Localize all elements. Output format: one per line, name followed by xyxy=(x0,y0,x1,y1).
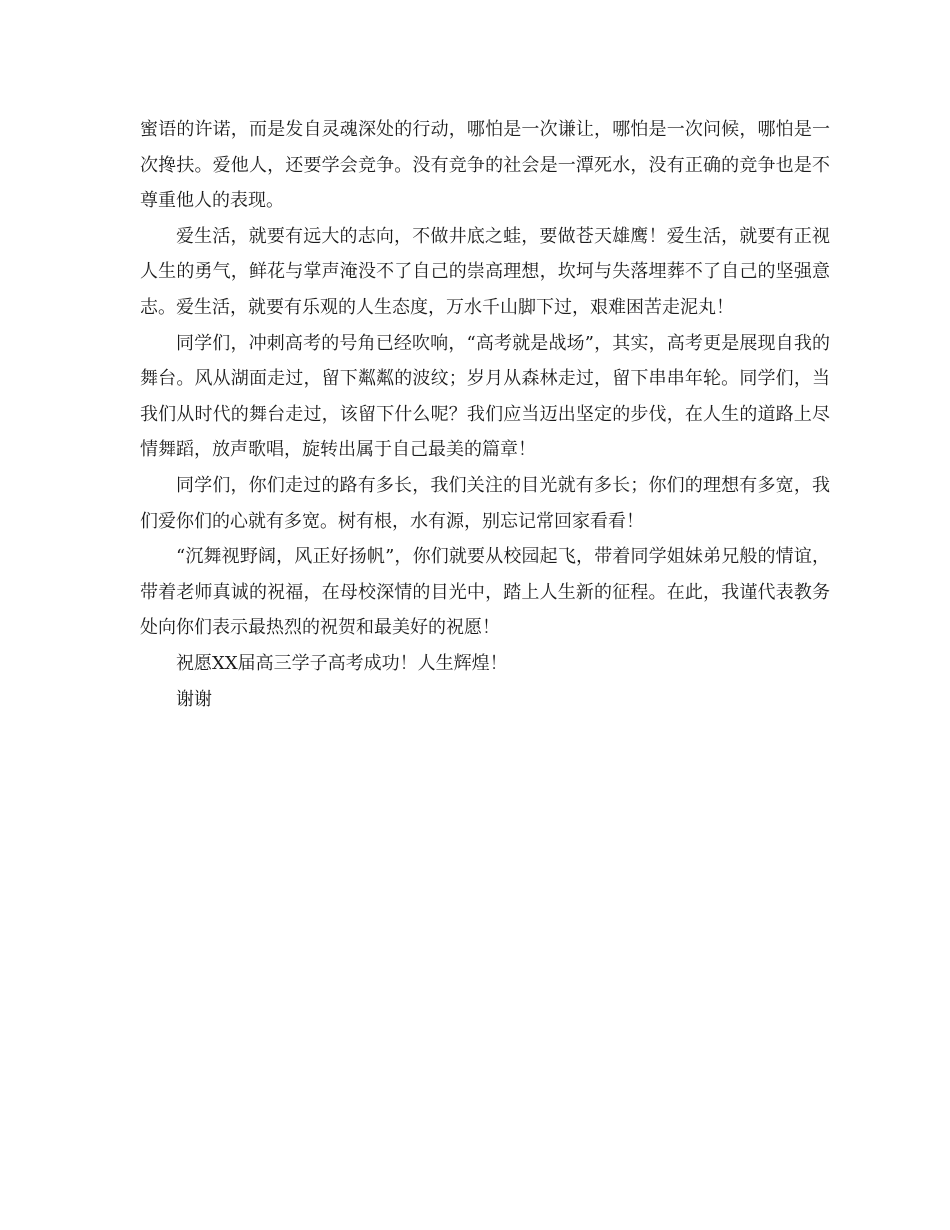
paragraph-love-life: 爱生活，就要有远大的志向，不做井底之蛙，要做苍天雄鹰！爱生活，就要有正视人生的勇气，鲜花与掌声淹没不了自己的崇高理想，坎坷与失落埋葬不了自己的坚强意志。爱生活，就要有乐观的人生态度，万水千山脚下过，艰难困苦走泥丸！ xyxy=(140,225,830,318)
paragraph-blessing: “沉舞视野阔，风正好扬帆”，你们就要从校园起飞，带着同学姐妹弟兄般的情谊，带着老师真诚的祝福，在母校深情的目光中，踏上人生新的征程。在此，我谨代表教务处向你们表示最热烈的祝贺和最美好的祝愿！ xyxy=(140,546,830,639)
paragraph-road-length: 同学们，你们走过的路有多长，我们关注的目光就有多长；你们的理想有多宽，我们爱你们的心就有多宽。树有根，水有源，别忘记常回家看看！ xyxy=(140,474,830,532)
paragraph-continuation: 蜜语的许诺，而是发自灵魂深处的行动，哪怕是一次谦让，哪怕是一次问候，哪怕是一次搀扶。爱他人，还要学会竞争。没有竞争的社会是一潭死水，没有正确的竞争也是不尊重他人的表现。 xyxy=(140,119,830,212)
paragraph-wish: 祝愿XX届高三学子高考成功！人生辉煌！ xyxy=(176,652,508,674)
document-body xyxy=(140,112,830,717)
paragraph-thanks: 谢谢 xyxy=(176,688,212,710)
paragraph-gaokao-stage: 同学们，冲刺高考的号角已经吹响，“高考就是战场”，其实，高考更是展现自我的舞台。风从湖面走过，留下粼粼的波纹；岁月从森林走过，留下串串年轮。同学们，当我们从时代的舞台走过，该留下什么呢？我们应当迈出坚定的步伐，在人生的道路上尽情舞蹈，放声歌唱，旋转出属于自己最美的篇章！ xyxy=(140,332,830,461)
